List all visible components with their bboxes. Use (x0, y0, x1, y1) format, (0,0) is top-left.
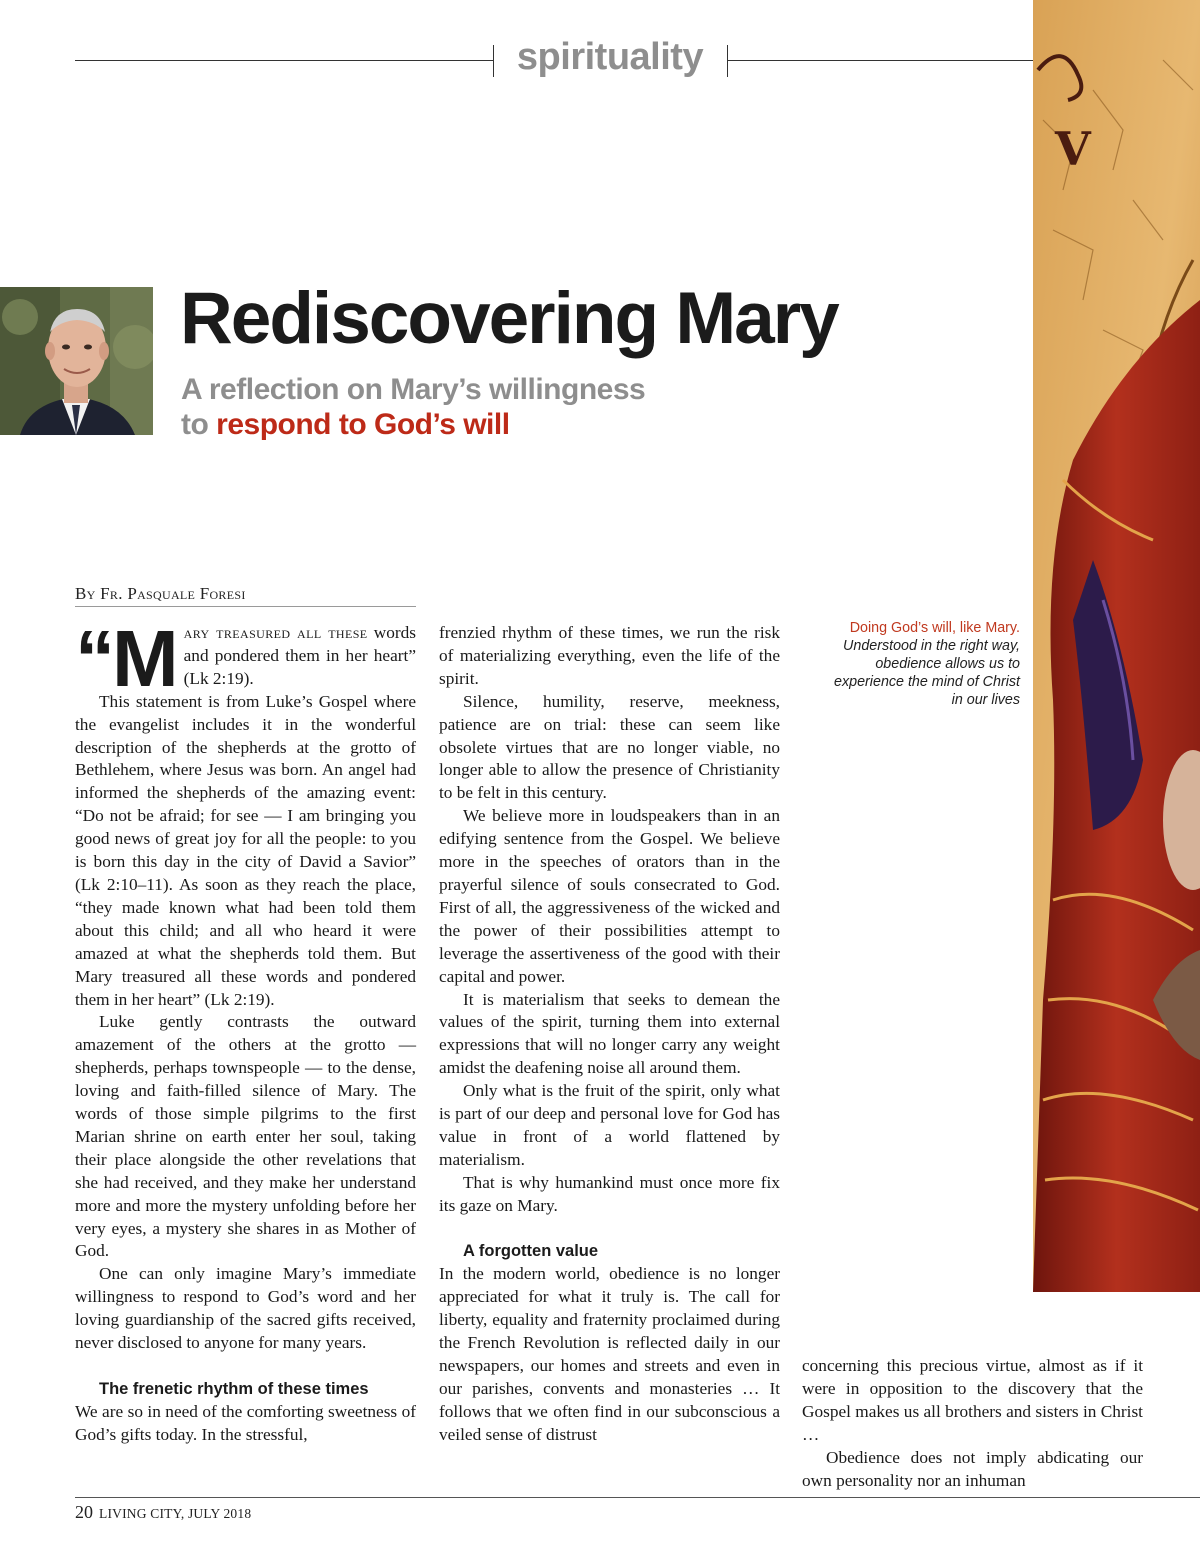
body-paragraph: Obedience does not imply abdicating our own personality nor an inhuman (802, 1447, 1143, 1490)
opener-small-caps: ary treasured all these (183, 623, 368, 642)
body-paragraph: We believe more in loudspeakers than in an edifying sentence from the Gospel. We believe more in the speeches of orators than in the prayerful silence of souls consecrated to God. First of all, the aggressiveness of the wicked and the power of their possibilities attempt to leverage the assertiveness of the good with their capital and power. (439, 806, 780, 986)
article-title: Rediscovering Mary (180, 278, 838, 359)
subtitle-accent: respond to God’s will (216, 408, 510, 441)
body-paragraph: This statement is from Luke’s Gospel where the evangelist includes it in the wonderful description of the shepherds at the grotto of Bethlehem, where Jesus was born. An angel had informed the shepherds of the amazing event: “Do not be afraid; for see — I am bringing you good news of great joy for all the people: to you is born this day in the city of David a Savior” (Lk 2:10–11). As soon as they reach the place, “they made known what had been told them about this child; and all who heard it were amazed at what the shepherds told them. But Mary treasured all these words and pondered them in her heart” (Lk 2:19). (75, 691, 416, 1009)
svg-text:V: V (1055, 122, 1091, 176)
body-paragraph: That is why humankind must once more fix its gaze on Mary. (439, 1172, 780, 1215)
body-paragraph: frenzied rhythm of these times, we run the risk of materializing everything, even the life of the spirit. (439, 623, 780, 688)
subhead-forgotten-value: A forgotten value (463, 1242, 599, 1261)
body-paragraph: One can only imagine Mary’s immediate willingness to respond to God’s word and her loving guardianship of the sacred gifts received, never disclosed to anyone for many years. (75, 1264, 416, 1353)
image-caption (830, 619, 1020, 709)
header-tick-left (493, 45, 494, 77)
publication-line: LIVING CITY, JULY 2018 (99, 1506, 252, 1521)
body-column-1 (75, 614, 416, 1447)
subtitle-line-2-lead: to (181, 408, 217, 441)
folio (75, 1502, 251, 1523)
opener-rest: words and pondered them in her heart” (Lk 2:19). (183, 623, 416, 688)
author-photo (0, 287, 153, 435)
section-label: spirituality (516, 36, 704, 78)
subtitle-line-2 (181, 407, 645, 442)
header-rule-left (75, 60, 493, 61)
body-paragraph: Luke gently contrasts the outward amazement of the others at the grotto — shepherds, perhaps townspeople — to the dense, loving and faith-filled silence of Mary. The words of those simple pilgrims to the first Marian shrine on earth enter her soul, taking their place alongside the other revelations that she had received, and they make her understand more and more the mystery unfolding before her very eyes, a mystery she shares in as Mother of God. (75, 1012, 416, 1261)
header-tick-right (727, 45, 728, 77)
mary-icon-painting (1033, 0, 1200, 1292)
subhead-frenetic-rhythm: The frenetic rhythm of these times (99, 1379, 369, 1398)
body-paragraph: Only what is the fruit of the spirit, only what is part of our deep and personal love for God has value in front of a world flattened by materialism. (439, 1081, 780, 1169)
caption-text: Understood in the right way, obedience allows us to experience the mind of Christ in our lives (834, 638, 1020, 708)
body-paragraph: We are so in need of the comforting sweetness of God’s gifts today. In the stressful, (75, 1401, 416, 1444)
body-paragraph: concerning this precious virtue, almost as if it were in opposition to the discovery that the Gospel makes us all brothers and sisters in Christ … (802, 1356, 1143, 1444)
page-number: 20 (75, 1502, 93, 1522)
header-rule-right (727, 60, 1033, 61)
body-paragraph: It is materialism that seeks to demean the values of the spirit, turning them into external expressions that will no longer carry any weight amidst the deafening noise all around them. (439, 989, 780, 1078)
body-paragraph: In the modern world, obedience is no longer appreciated for what it truly is. The call for liberty, equality and fraternity proclaimed during the French Revolution is reflected daily in our newspapers, our homes and streets and even in our parishes, convents and monasteries … It follows that we often find in our subconscious a veiled sense of distrust (439, 1264, 780, 1444)
article-subtitle (181, 372, 645, 442)
opening-paragraph (75, 614, 416, 703)
footer-rule (75, 1497, 1200, 1498)
caption-lead: Doing God’s will, like Mary. (849, 620, 1020, 636)
subtitle-line-1: A reflection on Mary’s willingness (181, 373, 646, 406)
byline-rule (75, 606, 416, 607)
byline: By Fr. Pasquale Foresi (75, 584, 246, 603)
drop-cap: “M (75, 614, 176, 703)
body-column-2 (439, 622, 780, 1447)
body-paragraph: Silence, humility, reserve, meekness, patience are on trial: these can seem like obsolete virtues that are no longer viable, no longer able to allow the presence of Christianity to be felt in this century. (439, 691, 780, 803)
body-column-3 (802, 1355, 1143, 1492)
